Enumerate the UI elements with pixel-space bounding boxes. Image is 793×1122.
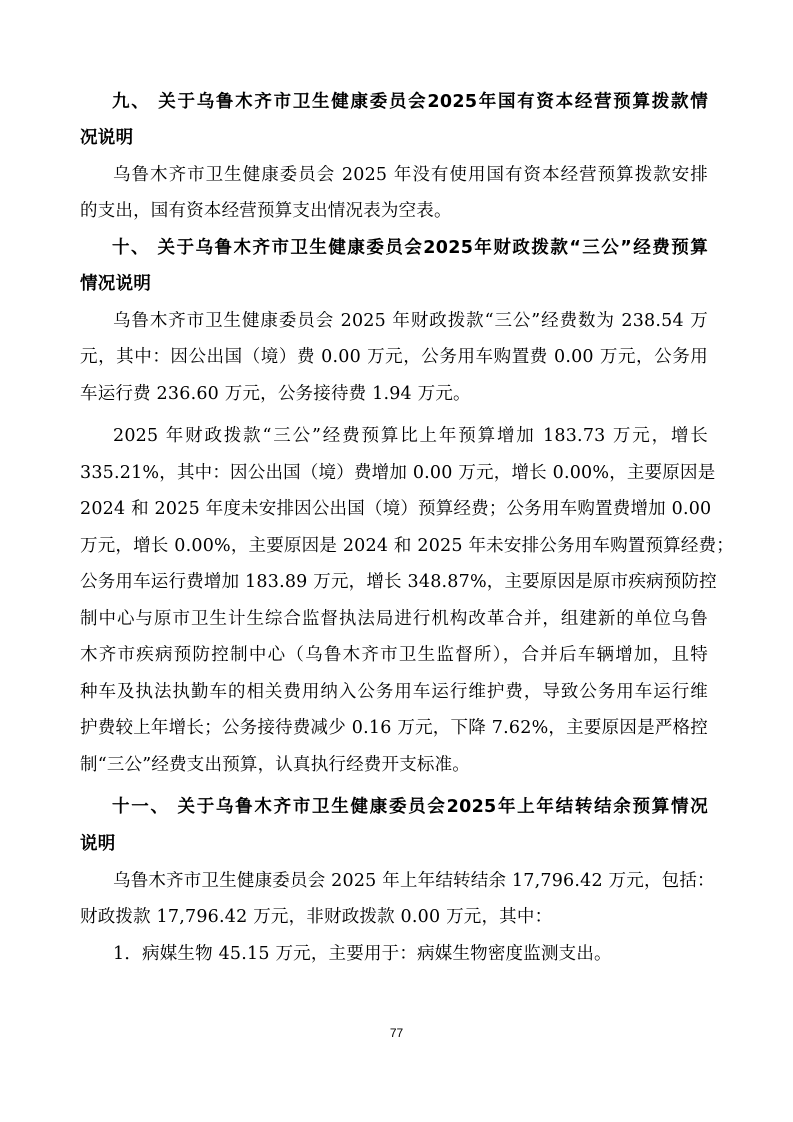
paragraph-line: 乌鲁木齐市卫生健康委员会 2025 年财政拨款“三公”经费数为 238.54 万 [113,311,708,331]
paragraph-line: 木齐市疾病预防控制中心（乌鲁木齐市卫生监督所），合并后车辆增加，且特 [80,645,708,665]
paragraph-line: 乌鲁木齐市卫生健康委员会 2025 年没有使用国有资本经营预算拨款安排 [113,165,708,185]
section-heading-11-line-1: 十一、 关于乌鲁木齐市卫生健康委员会2025年上年结转结余预算情况 [112,797,708,817]
paragraph-line: 车运行费 236.60 万元，公务接待费 1.94 万元。 [80,384,471,404]
paragraph-line: 1．病媒生物 45.15 万元，主要用于：病媒生物密度监测支出。 [113,944,612,964]
paragraph-line: 财政拨款 17,796.42 万元，非财政拨款 0.00 万元，其中： [80,907,553,927]
paragraph-line: 2024 和 2025 年度未安排因公出国（境）预算经费；公务用车购置费增加 0.00 [80,499,712,519]
paragraph-line: 制中心与原市卫生计生综合监督执法局进行机构改革合并，组建新的单位乌鲁 [80,609,708,629]
paragraph-line: 2025 年财政拨款“三公”经费预算比上年预算增加 183.73 万元，增长 [113,426,708,446]
paragraph-line: 万元，增长 0.00%，主要原因是 2024 和 2025 年未安排公务用车购置预算经费； [80,536,734,556]
section-heading-10-line-2: 情况说明 [80,274,152,294]
paragraph-line: 种车及执法执勤车的相关费用纳入公务用车运行维护费，导致公务用车运行维 [80,682,708,702]
section-heading-11-line-2: 说明 [80,834,116,854]
paragraph-line: 元，其中：因公出国（境）费 0.00 万元，公务用车购置费 0.00 万元，公务用 [80,347,708,367]
page-number: 77 [389,1026,404,1040]
section-heading-10-line-1: 十、 关于乌鲁木齐市卫生健康委员会2025年财政拨款“三公”经费预算 [112,238,708,258]
paragraph-line: 的支出，国有资本经营预算支出情况表为空表。 [80,201,452,221]
paragraph-line: 335.21%，其中：因公出国（境）费增加 0.00 万元，增长 0.00%，主要原因是 [80,463,716,483]
paragraph-line: 制“三公”经费支出预算，认真执行经费开支标准。 [80,755,470,775]
paragraph-line: 乌鲁木齐市卫生健康委员会 2025 年上年结转结余 17,796.42 万元，包括： [113,871,715,891]
paragraph-line: 公务用车运行费增加 183.89 万元，增长 348.87%，主要原因是原市疾病预防控 [80,572,717,592]
section-heading-9-line-2: 况说明 [80,128,134,148]
section-heading-9-line-1: 九、 关于乌鲁木齐市卫生健康委员会2025年国有资本经营预算拨款情 [112,92,708,112]
paragraph-line: 护费较上年增长；公务接待费减少 0.16 万元，下降 7.62%，主要原因是严格控 [80,718,708,738]
